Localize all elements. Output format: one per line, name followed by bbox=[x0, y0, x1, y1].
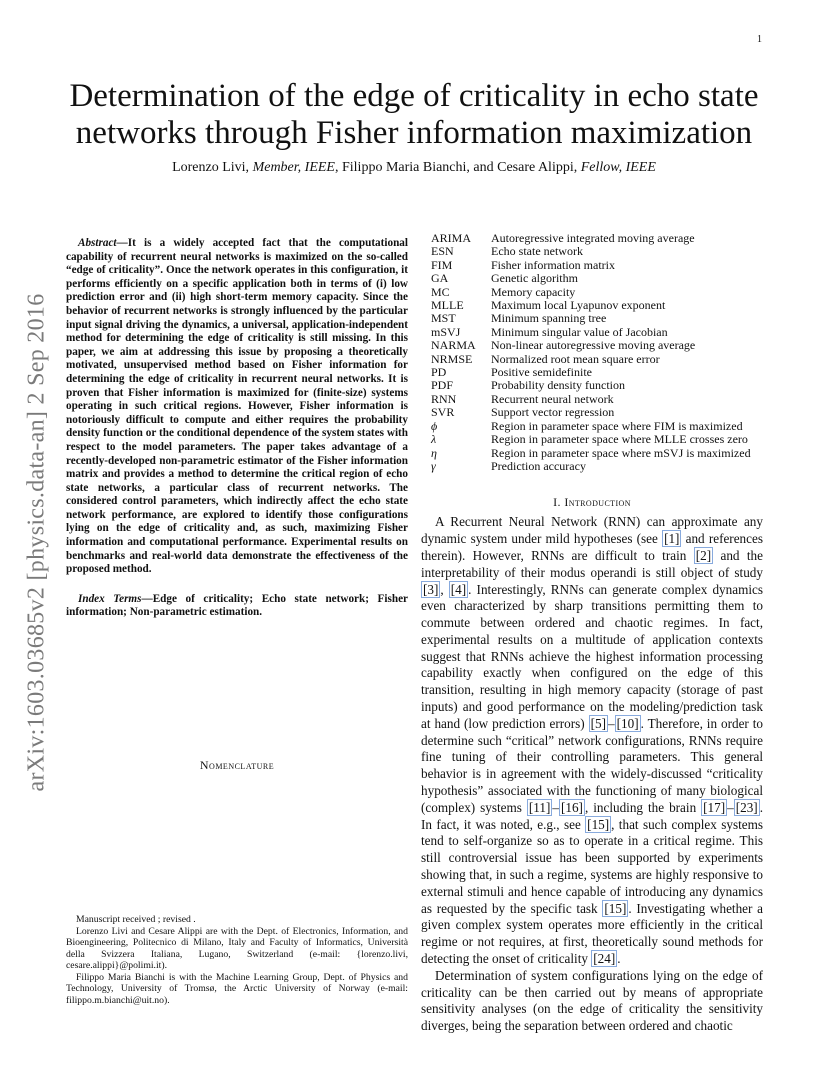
citation-link[interactable]: [5] bbox=[590, 715, 607, 731]
left-column bbox=[66, 237, 408, 631]
nomenclature-symbol: λ bbox=[431, 432, 437, 447]
nomenclature-desc: Normalized root mean square error bbox=[491, 351, 660, 366]
section-title: Introduction bbox=[564, 495, 631, 510]
index-terms-lead: Index Terms bbox=[78, 592, 142, 605]
nomenclature-row bbox=[421, 447, 763, 460]
nomenclature-abbr: PD bbox=[431, 365, 447, 380]
intro-text: . Investigating whether a given complex system operates more efficiently in the critical regime or not requires, at first, theoretically sound methods for detecting the onset of criticality bbox=[421, 900, 763, 967]
nomenclature-row bbox=[421, 393, 763, 406]
citation-link[interactable]: [2] bbox=[695, 547, 712, 563]
citation-link[interactable]: [11] bbox=[528, 799, 551, 815]
citation-link[interactable]: [15] bbox=[604, 900, 627, 916]
nomenclature-row bbox=[421, 286, 763, 299]
intro-paragraph-1 bbox=[421, 514, 763, 968]
nomenclature-desc: Non-linear autoregressive moving average bbox=[491, 338, 696, 353]
nomenclature-row bbox=[421, 326, 763, 339]
abstract-text: —It is a widely accepted fact that the computational capability of recurrent neural networks is maximized on the so-called “edge of criticality”. Once the network operates in this configuration, it performs efficiently on a specific application both in terms of (i) low prediction error and (ii) high short-term memory capacity. Since the behavior of recurrent networks is strongly influenced by the particular input signal driving the dynamics, a universal, application-independent method for determining the edge of criticality is still missing. In this paper, we aim at addressing this issue by proposing a theoretically motivated, unsupervised method based on Fisher information for determining the edge of criticality in recurrent neural networks. It is proven that Fisher information is maximized for (finite-size) systems operating in such critical regions. However, Fisher information is notoriously difficult to compute and either requires the probability density function or the conditional dependence of the system states with respect to the model parameters. The paper takes advantage of a recently-developed non-parametric estimator of the Fisher information matrix and provides a method to determine the critical region of echo state networks, a particular class of recurrent networks. The considered control parameters, which indirectly affect the echo state network performance, are explored to identify those configurations lying on the edge of criticality and, as such, maximizing Fisher information and computational performance. Experimental results on benchmarks and real-world data demonstrate the effectiveness of the proposed method. bbox=[66, 237, 408, 576]
intro-text: and the interpretability of their modus operandi is still object of study bbox=[421, 547, 763, 580]
nomenclature-abbr: SVR bbox=[431, 405, 455, 420]
nomenclature-row bbox=[421, 379, 763, 392]
nomenclature-row bbox=[421, 420, 763, 433]
nomenclature-row bbox=[421, 353, 763, 366]
nomenclature-abbr: NRMSE bbox=[431, 351, 473, 366]
nomenclature-desc: Prediction accuracy bbox=[491, 458, 586, 473]
nomenclature-row bbox=[421, 232, 763, 245]
nomenclature-abbr: ARIMA bbox=[431, 231, 472, 245]
nomenclature-row bbox=[421, 460, 763, 473]
paper-title: Determination of the edge of criticality in echo state networks through Fisher information maximization bbox=[69, 78, 759, 151]
nomenclature-abbr: RNN bbox=[431, 391, 457, 406]
nomenclature-desc: Genetic algorithm bbox=[491, 271, 578, 286]
nomenclature-desc: Echo state network bbox=[491, 244, 583, 259]
nomenclature-abbr: ESN bbox=[431, 244, 454, 259]
abstract bbox=[66, 237, 408, 577]
nomenclature-row bbox=[421, 406, 763, 419]
citation-link[interactable]: [1] bbox=[664, 531, 680, 547]
citation-link[interactable]: [15] bbox=[587, 816, 610, 832]
intro-text: . bbox=[617, 951, 621, 967]
nomenclature-symbol: ϕ bbox=[431, 418, 438, 433]
citation-link[interactable]: [16] bbox=[560, 799, 583, 815]
right-column bbox=[421, 232, 763, 1035]
footnotes bbox=[66, 914, 408, 1006]
nomenclature-abbr: FIM bbox=[431, 257, 453, 272]
section-number: I. bbox=[553, 495, 565, 510]
footnote-affiliation-1: Lorenzo Livi and Cesare Alippi are with the Dept. of Electronics, Information, and Bioengineering, Politecnico di Milano, Italy and Faculty of Informatics, Università della Svizzera Italiana, Lugano, Switzerland (e-mail: {lorenzo.livi, cesare.alippi}@polimi.it). bbox=[66, 925, 408, 971]
author-1-name: Lorenzo Livi, bbox=[172, 160, 253, 175]
abstract-lead: Abstract bbox=[78, 237, 117, 249]
nomenclature-row bbox=[421, 339, 763, 352]
nomenclature-desc: Support vector regression bbox=[491, 405, 615, 420]
nomenclature-abbr: MLLE bbox=[431, 298, 464, 313]
author-2-names: , Filippo Maria Bianchi, and Cesare Alippi, bbox=[334, 160, 581, 175]
nomenclature-desc: Region in parameter space where MLLE crosses zero bbox=[491, 432, 748, 447]
nomenclature-table bbox=[421, 232, 763, 473]
nomenclature-desc: Region in parameter space where FIM is maximized bbox=[491, 418, 743, 433]
nomenclature-row bbox=[421, 366, 763, 379]
nomenclature-desc: Maximum local Lyapunov exponent bbox=[491, 298, 666, 313]
nomenclature-desc: Memory capacity bbox=[491, 284, 576, 299]
intro-text: – bbox=[552, 799, 559, 815]
index-terms bbox=[66, 593, 408, 620]
nomenclature-row bbox=[421, 272, 763, 285]
citation-link[interactable]: [23] bbox=[735, 799, 758, 815]
author-2-role: Fellow, IEEE bbox=[580, 160, 656, 175]
nomenclature-desc: Fisher information matrix bbox=[491, 257, 615, 272]
nomenclature-desc: Minimum spanning tree bbox=[491, 311, 607, 326]
nomenclature-row bbox=[421, 433, 763, 446]
footnote-manuscript: Manuscript received ; revised . bbox=[76, 914, 196, 925]
arxiv-stamp bbox=[22, 262, 52, 822]
nomenclature-symbol: η bbox=[431, 445, 437, 460]
nomenclature-abbr: mSVJ bbox=[431, 324, 461, 339]
page-number: 1 bbox=[757, 34, 762, 45]
nomenclature-row bbox=[421, 245, 763, 258]
intro-text: , including the brain bbox=[584, 799, 702, 815]
nomenclature-abbr: PDF bbox=[431, 378, 454, 393]
citation-link[interactable]: [17] bbox=[703, 799, 726, 815]
nomenclature-abbr: MC bbox=[431, 284, 450, 299]
citation-link[interactable]: [10] bbox=[616, 715, 639, 731]
index-terms-text: —Edge of criticality; Echo state network; Fisher information; Non-parametric estimation. bbox=[66, 592, 408, 619]
introduction-body bbox=[421, 514, 763, 1035]
author-1-role: Member, IEEE bbox=[252, 160, 335, 175]
intro-text: A Recurrent Neural Network (RNN) can approximate any dynamic system under mild hypotheses (see bbox=[421, 514, 763, 547]
footnote-affiliation-2: Filippo Maria Bianchi is with the Machine Learning Group, Dept. of Physics and Technology, University of Tromsø, the Arctic University of Norway (e-mail: filippo.m.bianchi@uit.no). bbox=[66, 971, 408, 1006]
nomenclature-desc: Autoregressive integrated moving average bbox=[491, 231, 695, 245]
intro-text: – bbox=[608, 715, 615, 731]
intro-text: . In fact, it was noted, e.g., see bbox=[421, 799, 763, 832]
arxiv-stamp-text: arXiv:1603.03685v2 [physics.data-an] 2 Sep 2016 bbox=[23, 292, 50, 792]
nomenclature-symbol: γ bbox=[431, 458, 436, 473]
intro-text: , bbox=[440, 581, 449, 597]
nomenclature-desc: Region in parameter space where mSVJ is maximized bbox=[491, 445, 751, 460]
nomenclature-desc: Positive semidefinite bbox=[491, 365, 592, 380]
nomenclature-row bbox=[421, 312, 763, 325]
intro-text: . Interestingly, RNNs can generate complex dynamics even characterized by sharp transitions permitting them to commute between ordered and chaotic regimes. In fact, experimental results on a multitude of application contexts suggest that RNNs achieve the highest information processing capability exactly when configured on the edge of this transition, resulting in high memory capacity (storage of past inputs) and good performance on the modeling/prediction task at hand (low prediction errors) bbox=[421, 581, 763, 731]
intro-text: . Therefore, in order to determine such “critical” network configurations, RNNs require fine tuning of their controlling parameters. This general behavior is in agreement with the widely-discussed “criticality hypothesis” associated with the functioning of many biological (complex) systems bbox=[421, 715, 764, 815]
intro-text: – bbox=[727, 799, 734, 815]
intro-text: and references therein). However, RNNs are difficult to train bbox=[421, 531, 763, 563]
citation-link[interactable]: [3] bbox=[423, 581, 439, 597]
nomenclature-desc: Probability density function bbox=[491, 378, 625, 393]
intro-paragraph-2: Determination of system configurations lying on the edge of criticality can be then carried out by means of appropriate sensitivity analyses (on the edge of criticality the sensitivity diverges, being the separation between ordered and chaotic bbox=[421, 967, 763, 1034]
nomenclature-abbr: GA bbox=[431, 271, 449, 286]
section-heading-introduction bbox=[421, 495, 763, 510]
nomenclature-abbr: NARMA bbox=[431, 338, 476, 353]
intro-text: , that such complex systems tend to self-organize so as to operate in a critical regime. This still controversial issue has been supported by experiments showing that, in such a regime, systems are highly responsive to external stimuli and hence capable of introducing any dynamics as requested by the specific task bbox=[421, 816, 764, 916]
nomenclature-row bbox=[421, 299, 763, 312]
nomenclature-heading: Nomenclature bbox=[199, 758, 275, 772]
nomenclature-abbr: MST bbox=[431, 311, 456, 326]
citation-link[interactable]: [4] bbox=[450, 581, 467, 597]
author-list bbox=[40, 160, 788, 176]
citation-link[interactable]: [24] bbox=[593, 951, 616, 967]
nomenclature-row bbox=[421, 259, 763, 272]
nomenclature-desc: Recurrent neural network bbox=[491, 391, 614, 406]
nomenclature-desc: Minimum singular value of Jacobian bbox=[491, 324, 668, 339]
